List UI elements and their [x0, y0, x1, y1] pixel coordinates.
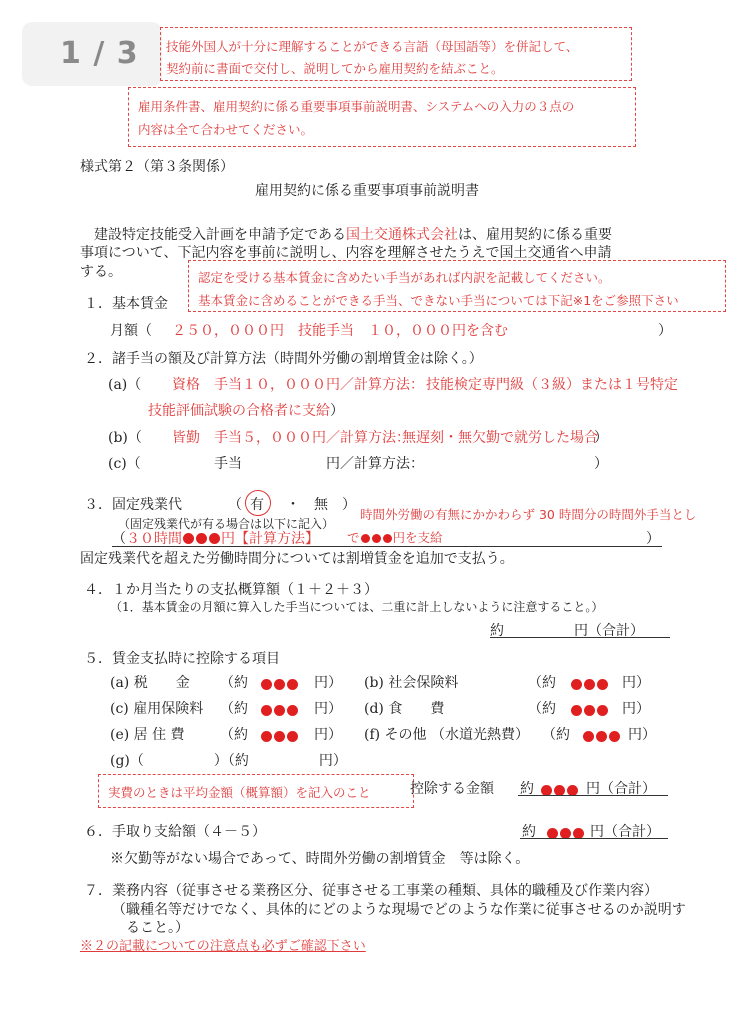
fixed-ot-detail-open: （ — [112, 531, 126, 547]
deduction-b-approx: （約 — [528, 675, 556, 691]
intro-line3: する。 — [80, 264, 122, 280]
allowance-b-method: 無遅刻・無欠勤で就労した場合 — [402, 430, 598, 446]
monthly-wage-value: ２５０，０００円 技能手当 １０，０００円を含む — [172, 323, 508, 339]
footnote-link: ※２の記載についての注意点も必ずご確認下さい — [80, 939, 366, 954]
page-indicator-label: 1 / 3 — [60, 36, 139, 71]
average-amount-note: 実費のときは平均金額（概算額）を記入のこと — [108, 785, 371, 800]
allowance-a-label: (a)（ — [108, 377, 142, 393]
section6-heading: ６．手取り支給額（４－５） — [84, 824, 266, 840]
fixed-ot-option-no: 無 — [314, 497, 328, 513]
deduction-f-approx: （約 — [542, 727, 570, 743]
deduction-c-approx: （約 — [220, 701, 248, 717]
company-name: 国土交通株式会社 — [346, 227, 458, 243]
allowance-b-name: 皆勤 — [172, 430, 200, 446]
wage-note-line2: 基本賃金に含めることができる手当、できない手当については下記※1をご参照下さい — [198, 293, 679, 308]
allowance-b-amount: 手当５，０００円／計算方法： — [214, 430, 410, 446]
fixed-ot-note: （固定残業代が有る場合は以下に記入） — [118, 517, 335, 531]
fixed-ot-underline — [112, 546, 662, 547]
top-note-line2: 契約前に書面で交付し、説明してから雇用契約を結ぶこと。 — [166, 61, 504, 76]
deduction-a-redacted — [260, 674, 299, 693]
take-home-underline — [520, 838, 668, 839]
fixed-ot-detail-close: ） — [646, 531, 660, 547]
section7-note1: （職種名等だけでなく、具体的にどのような現場でどのような作業に従事させるのか説明す — [112, 902, 686, 918]
take-home-note: ※欠勤等がない場合であって、時間外労働の割増賃金 等は除く。 — [110, 851, 530, 867]
intro-line2: 事項について、下記内容を事前に説明し、内容を理解させたうえで国土交通省へ申請 — [80, 245, 612, 261]
fixed-ot-close: ） — [342, 497, 356, 513]
redacted-amount-dots — [182, 531, 221, 547]
section7-heading: ７．業務内容（従事させる業務区分、従事させる工事業の種類、具体的職種及び作業内容） — [84, 883, 658, 899]
deduction-g: (g)（ ）（約 円） — [110, 753, 347, 769]
section4-heading: ４．１か月当たりの支払概算額（１＋２＋３） — [84, 582, 378, 598]
fixed-ot-te: で — [347, 530, 360, 545]
fixed-ot-option-sep: ・ — [286, 497, 300, 513]
allowance-a-name: 資格 — [172, 377, 200, 393]
consistency-note-line2: 内容は全て合わせてください。 — [138, 122, 314, 137]
wage-note-line1: 認定を受ける基本賃金に含めたい手当があれば内訳を記載してください。 — [198, 270, 611, 285]
deduction-e-unit: 円） — [314, 727, 342, 743]
deduction-total-redacted — [540, 780, 579, 799]
deduction-d-redacted — [570, 700, 609, 719]
consistency-note-box — [128, 87, 636, 147]
deduction-a-unit: 円） — [314, 675, 342, 691]
take-home-redacted — [546, 823, 585, 842]
allowance-b-label: (b)（ — [108, 430, 142, 446]
deduction-c-redacted — [260, 700, 299, 719]
overtime-note: 時間外労働の有無にかかわらず 30 時間分の時間外手当とし — [360, 507, 697, 522]
deduction-c-label: (c) 雇用保険料 — [110, 701, 204, 717]
section3-heading: ３．固定残業代 — [84, 497, 182, 513]
allowance-a-method1: 技能検定専門級（３級）または１号特定 — [426, 377, 678, 393]
fixed-ot-pay-text: 円を支給 — [392, 530, 443, 545]
deduction-b-label: (b) 社会保険料 — [364, 675, 459, 691]
fixed-ot-option-yes: 有 — [250, 497, 264, 513]
deduction-e-label: (e) 居 住 費 — [110, 727, 185, 743]
deduction-f-label: (f) その他 （水道光熱費） — [364, 727, 530, 743]
intro-text-a: 建設特定技能受入計画を申請予定である — [80, 227, 346, 243]
deduction-total-underline — [518, 795, 668, 796]
allowance-c-amount: 手当 円／計算方法： — [214, 456, 424, 472]
take-home-unit: 円（合計） — [590, 824, 660, 840]
intro-text-b: は、雇用契約に係る重要 — [458, 227, 612, 243]
monthly-wage-label: 月額（ — [110, 323, 152, 339]
top-note-line1: 技能外国人が十分に理解することができる言語（母国語等）を併記して、 — [166, 39, 579, 54]
form-number: 様式第２（第３条関係） — [80, 159, 234, 175]
allowance-a-method2 — [148, 400, 344, 420]
fixed-ot-pay — [347, 528, 443, 546]
page-title: 雇用契約に係る重要事項事前説明書 — [255, 183, 479, 199]
fixed-ot-detail — [112, 528, 319, 548]
deduction-f-unit: 円） — [628, 727, 656, 743]
deduction-total-approx: 約 — [520, 781, 534, 797]
deduction-total-label: 控除する金額 — [410, 781, 494, 797]
deduction-a-approx: （約 — [220, 675, 248, 691]
take-home-approx: 約 — [522, 824, 536, 840]
section7-note2: ること。） — [126, 920, 189, 936]
section1-heading: １．基本賃金 — [84, 296, 168, 312]
consistency-note-line1: 雇用条件書、雇用契約に係る重要事項事前説明書、システムへの入力の３点の — [138, 99, 575, 114]
monthly-wage-close: ） — [658, 323, 672, 339]
allowance-a-method2-text: 技能評価試験の合格者に支給 — [148, 403, 330, 419]
intro-line1 — [80, 224, 612, 244]
section2-heading: ２．諸手当の額及び計算方法（時間外労働の割増賃金は除く。） — [84, 351, 483, 367]
monthly-total-underline — [490, 637, 670, 638]
allowance-c-close: ） — [594, 456, 608, 472]
allowance-b-close: ） — [594, 430, 608, 446]
fixed-ot-yen: 円【計算方法】 — [221, 531, 319, 547]
deduction-total-unit: 円（合計） — [586, 781, 656, 797]
deduction-a-label: (a) 税 金 — [110, 675, 190, 691]
allowance-a-close: ） — [330, 403, 344, 419]
deduction-c-unit: 円） — [314, 701, 342, 717]
allowance-c-label: (c)（ — [108, 456, 141, 472]
fixed-ot-excess: 固定残業代を超えた労働時間分については割増賃金を追加で支払う。 — [80, 551, 514, 567]
deduction-b-unit: 円） — [622, 675, 650, 691]
deduction-d-label: (d) 食 費 — [364, 701, 445, 717]
monthly-total: 約 円（合計） — [490, 623, 644, 639]
fixed-ot-hours: ３０時間 — [126, 531, 182, 547]
section4-note: （1．基本賃金の月額に算入した手当については、二重に計上しないように注意すること。） — [110, 600, 604, 614]
deduction-f-redacted — [582, 726, 621, 745]
redacted-pay-dots — [360, 530, 393, 545]
fixed-ot-open: （ — [228, 497, 242, 513]
deduction-b-redacted — [570, 674, 609, 693]
deduction-d-approx: （約 — [528, 701, 556, 717]
deduction-e-redacted — [260, 726, 299, 745]
section5-heading: ５．賃金支払時に控除する項目 — [84, 651, 280, 667]
deduction-e-approx: （約 — [220, 727, 248, 743]
page-indicator — [22, 22, 162, 86]
deduction-d-unit: 円） — [622, 701, 650, 717]
allowance-a-amount: 手当１０，０００円／計算方法： — [214, 377, 424, 393]
